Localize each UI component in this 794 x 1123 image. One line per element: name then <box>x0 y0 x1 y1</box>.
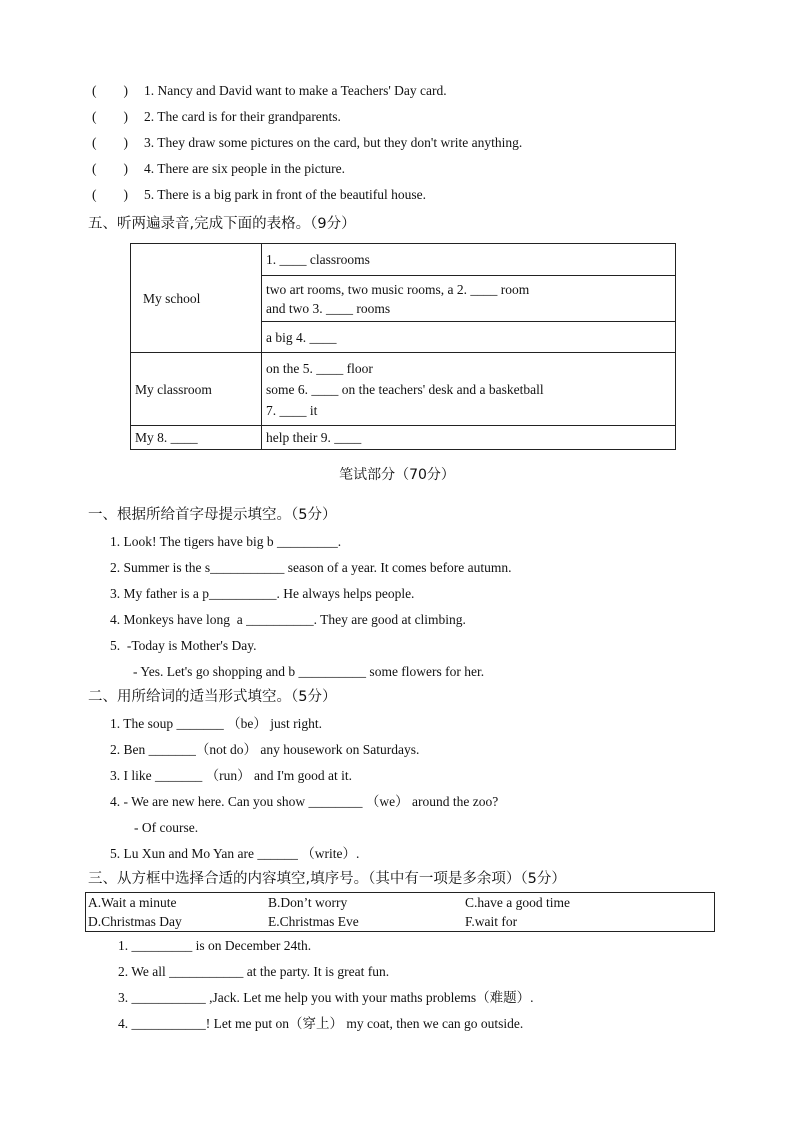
part1-item-4[interactable]: 4. Monkeys have long a __________. They are good at climbing. <box>110 612 466 627</box>
table-line: on the 5. ____ floor <box>266 360 373 376</box>
part3-item-1[interactable]: 1. _________ is on December 24th. <box>118 938 312 953</box>
part3-item-4[interactable]: 4. ___________! Let me put on（穿上） my coat, then we can go outside. <box>118 1016 524 1031</box>
part2-item-4[interactable]: 4. - We are new here. Can you show ________ （we） around the zoo? <box>110 794 499 809</box>
part2-heading: 二、用所给词的适当形式填空。（5分） <box>88 689 337 705</box>
option-c: C.have a good time <box>465 895 570 910</box>
table-cell-5-7[interactable] <box>262 353 676 426</box>
table-cell-1[interactable]: 1. ____ classrooms <box>262 244 676 276</box>
tf-text: 4. There are six people in the picture. <box>144 161 346 176</box>
my-classroom-label: My classroom <box>131 353 262 426</box>
tf-text: 1. Nancy and David want to make a Teachers' Day card. <box>144 83 447 98</box>
table-cell-2-3[interactable] <box>262 276 676 322</box>
tf-text: 2. The card is for their grandparents. <box>144 109 341 124</box>
option-a: A.Wait a minute <box>88 895 177 910</box>
part1-item-1[interactable]: 1. Look! The tigers have big b _________. <box>110 534 342 549</box>
tf-item-2 <box>92 108 341 126</box>
part3-item-3[interactable]: 3. ___________ ,Jack. Let me help you with your maths problems（难题）. <box>118 990 534 1005</box>
option-b: B.Don’t worry <box>268 895 348 910</box>
table-line: 7. ____ it <box>266 402 318 418</box>
tf-text: 5. There is a big park in front of the beautiful house. <box>144 187 427 202</box>
part1-item-5-reply[interactable]: - Yes. Let's go shopping and b __________ some flowers for her. <box>133 664 485 679</box>
options-box <box>85 892 715 932</box>
answer-bracket[interactable]: ( ) <box>92 135 128 150</box>
option-f: F.wait for <box>465 914 518 929</box>
tf-item-1 <box>92 82 447 100</box>
part1-heading: 一、根据所给首字母提示填空。（5分） <box>88 507 337 523</box>
my-8-label[interactable]: My 8. ____ <box>131 426 262 450</box>
table-line: and two 3. ____ rooms <box>266 300 391 316</box>
table-line: two art rooms, two music rooms, a 2. ____ room <box>266 281 530 297</box>
listening-table <box>130 243 676 450</box>
part1-item-2[interactable]: 2. Summer is the s___________ season of a year. It comes before autumn. <box>110 560 512 575</box>
tf-item-3 <box>92 134 522 152</box>
my-school-label: My school <box>131 244 262 353</box>
part1-item-3[interactable]: 3. My father is a p__________. He always helps people. <box>110 586 415 601</box>
part3-heading: 三、从方框中选择合适的内容填空,填序号。（其中有一项是多余项）（5分） <box>88 871 566 887</box>
answer-bracket[interactable]: ( ) <box>92 161 128 176</box>
tf-item-4 <box>92 160 345 178</box>
section5-heading: 五、听两遍录音,完成下面的表格。（9分） <box>88 216 356 232</box>
part2-item-4-reply: - Of course. <box>134 820 199 835</box>
table-line: some 6. ____ on the teachers' desk and a basketball <box>266 381 544 397</box>
answer-bracket[interactable]: ( ) <box>92 83 128 98</box>
written-part-title: 笔试部分（70分） <box>339 467 455 483</box>
part2-item-1[interactable]: 1. The soup _______ （be） just right. <box>110 716 322 731</box>
option-e: E.Christmas Eve <box>268 914 359 929</box>
option-d: D.Christmas Day <box>88 914 182 929</box>
part3-item-2[interactable]: 2. We all ___________ at the party. It is great fun. <box>118 964 390 979</box>
tf-item-5 <box>92 186 426 204</box>
part2-item-3[interactable]: 3. I like _______ （run） and I'm good at it. <box>110 768 353 783</box>
tf-text: 3. They draw some pictures on the card, but they don't write anything. <box>144 135 523 150</box>
answer-bracket[interactable]: ( ) <box>92 109 128 124</box>
part1-item-5: 5. -Today is Mother's Day. <box>110 638 257 653</box>
table-cell-4[interactable]: a big 4. ____ <box>262 322 676 353</box>
table-cell-9[interactable]: help their 9. ____ <box>262 426 676 450</box>
part2-item-2[interactable]: 2. Ben _______（not do） any housework on Saturdays. <box>110 742 420 757</box>
answer-bracket[interactable]: ( ) <box>92 187 128 202</box>
part2-item-5[interactable]: 5. Lu Xun and Mo Yan are ______ （write）. <box>110 846 360 861</box>
